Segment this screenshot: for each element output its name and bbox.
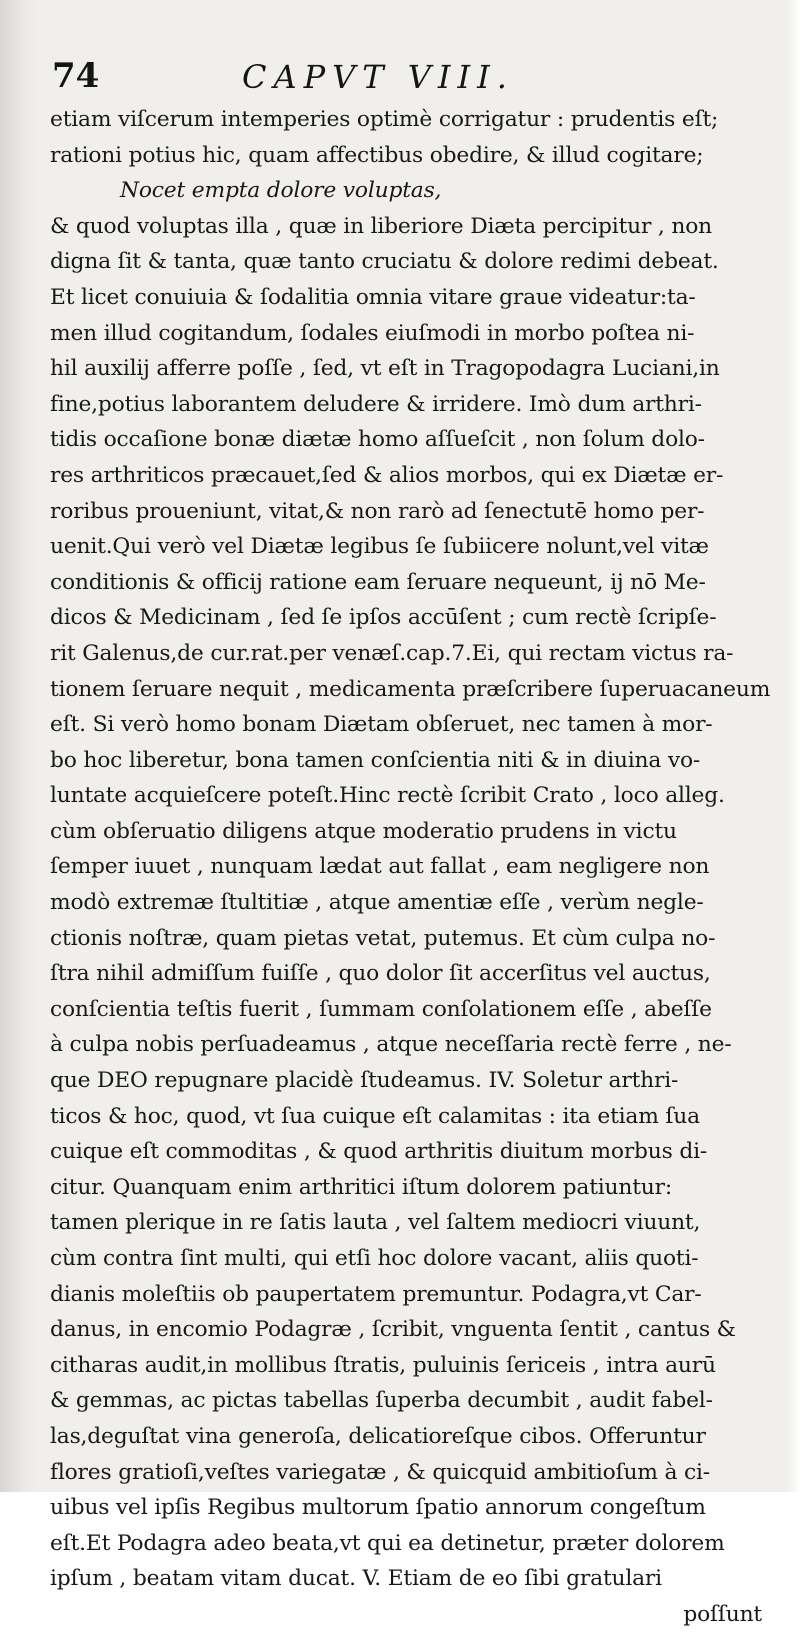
text-line: Et licet conuiuia & ſodalitia omnia vitare graue videatur:ta- [50,284,696,310]
text-line: à culpa nobis perſuadeamus , atque neceſſaria rectè ferre , ne- [50,1032,732,1058]
text-line: roribus proueniunt, vitat,& non rarò ad ſenectutē homo per- [50,498,705,524]
text-line: modò extremæ ſtultitiæ , atque amentiæ eſſe , verùm negle- [50,890,704,916]
text-line: uenit.Qui verò vel Diætæ legibus ſe ſubiicere nolunt,vel vitæ [50,534,709,560]
text-line: & gemmas, ac pictas tabellas ſuperba decumbit , audit fabel- [50,1388,713,1414]
text-line: cùm obſeruatio diligens atque moderatio prudens in victu [50,818,677,844]
text-line: tionem ſeruare nequit , medicamenta præſcribere ſuperuacaneum [50,676,771,702]
text-line: rationi potius hic, quam affectibus obedire, & illud cogitare; [50,142,704,168]
text-line: digna ſit & tanta, quæ tanto cruciatu & dolore redimi debeat. [50,249,719,275]
text-line: & quod voluptas illa , quæ in liberiore Diæta percipitur , non [50,213,712,239]
text-line: eſt.Et Podagra adeo beata,vt qui ea detinetur, præter dolorem [50,1530,725,1556]
text-line: flores gratioſi,veſtes variegatæ , & quicquid ambitioſum à ci- [50,1459,710,1485]
text-line: uibus vel ipſis Regibus multorum ſpatio annorum congeſtum [50,1495,706,1521]
text-line: ipſum , beatam vitam ducat. V. Etiam de eo ſibi gratulari [50,1566,662,1592]
body-text [50,102,771,1633]
text-line: luntate acquieſcere poteſt.Hinc rectè ſcribit Crato , loco alleg. [50,783,725,809]
text-line: etiam viſcerum intemperies optimè corrigatur : prudentis eſt; [50,107,719,132]
text-line: ſtra nihil admiſſum fuiſſe , quo dolor ſit accerſitus vel auctus, [50,961,711,987]
text-line: citur. Quanquam enim arthritici iſtum dolorem patiuntur: [50,1174,672,1200]
text-line: tidis occaſione bonæ diætæ homo aſſueſcit , non ſolum dolo- [50,427,705,453]
text-line: conſcientia teſtis fuerit , ſummam conſolationem eſſe , abeſſe [50,996,712,1022]
text-line: ticos & hoc, quod, vt ſua cuique eſt calamitas : ita etiam ſua [50,1103,700,1129]
text-line: danus, in encomio Podagræ , ſcribit, vnguenta ſentit , cantus & [50,1317,736,1343]
text-line: conditionis & officij ratione eam ſeruare nequeunt, ij nō Me- [50,569,706,595]
catchword: poſſunt [683,1601,762,1627]
text-line: res arthriticos præcauet,ſed & alios morbos, qui ex Diætæ er- [50,462,724,488]
text-line: dianis moleſtiis ob paupertatem premuntur. Podagra,vt Car- [50,1281,702,1307]
text-line: rit Galenus,de cur.rat.per venæſ.cap.7.Ei, qui rectam victus ra- [50,640,734,666]
text-line: que DEO repugnare placidè ſtudeamus. IV. Soletur arthri- [50,1068,679,1094]
text-line: tamen plerique in re ſatis lauta , vel ſaltem mediocri viuunt, [50,1210,701,1236]
text-line: fine,potius laborantem deludere & irridere. Imò dum arthri- [50,391,702,417]
text-line: bo hoc liberetur, bona tamen conſcientia niti & in diuina vo- [50,747,701,773]
text-line: ctionis noſtræ, quam pietas vetat, putemus. Et cùm culpa no- [50,925,716,951]
text-line: citharas audit,in mollibus ſtratis, puluinis ſericeis , intra aurū [50,1352,716,1378]
text-line: dicos & Medicinam , ſed ſe ipſos accūſent ; cum rectè ſcripſe- [50,605,717,631]
text-line: cùm contra ſint multi, qui etſi hoc dolore vacant, aliis quoti- [50,1246,699,1271]
page-gutter-shadow [0,0,38,1492]
page-edge [788,0,800,1492]
text-line: ſemper iuuet , nunquam lædat aut fallat , eam negligere non [50,854,710,880]
text-line: hil auxilij afferre poſſe , ſed, vt eſt in Tragopodagra Luciani,in [50,356,720,382]
text-line: las,deguſtat vina generoſa, delicatioreſque cibos. Offeruntur [50,1423,706,1449]
quotation-line: Nocet empta dolore voluptas, [120,178,442,204]
page-number: 74 [52,56,100,96]
text-line: cuique eſt commoditas , & quod arthritis diuitum morbus di- [50,1139,708,1165]
running-head [52,56,762,102]
text-line: men illud cogitandum, ſodales eiuſmodi in morbo poſtea ni- [50,320,695,346]
text-line: eſt. Si verò homo bonam Diætam obſeruet, nec tamen à mor- [50,712,713,738]
chapter-title: CAPVT VIII. [242,58,514,96]
